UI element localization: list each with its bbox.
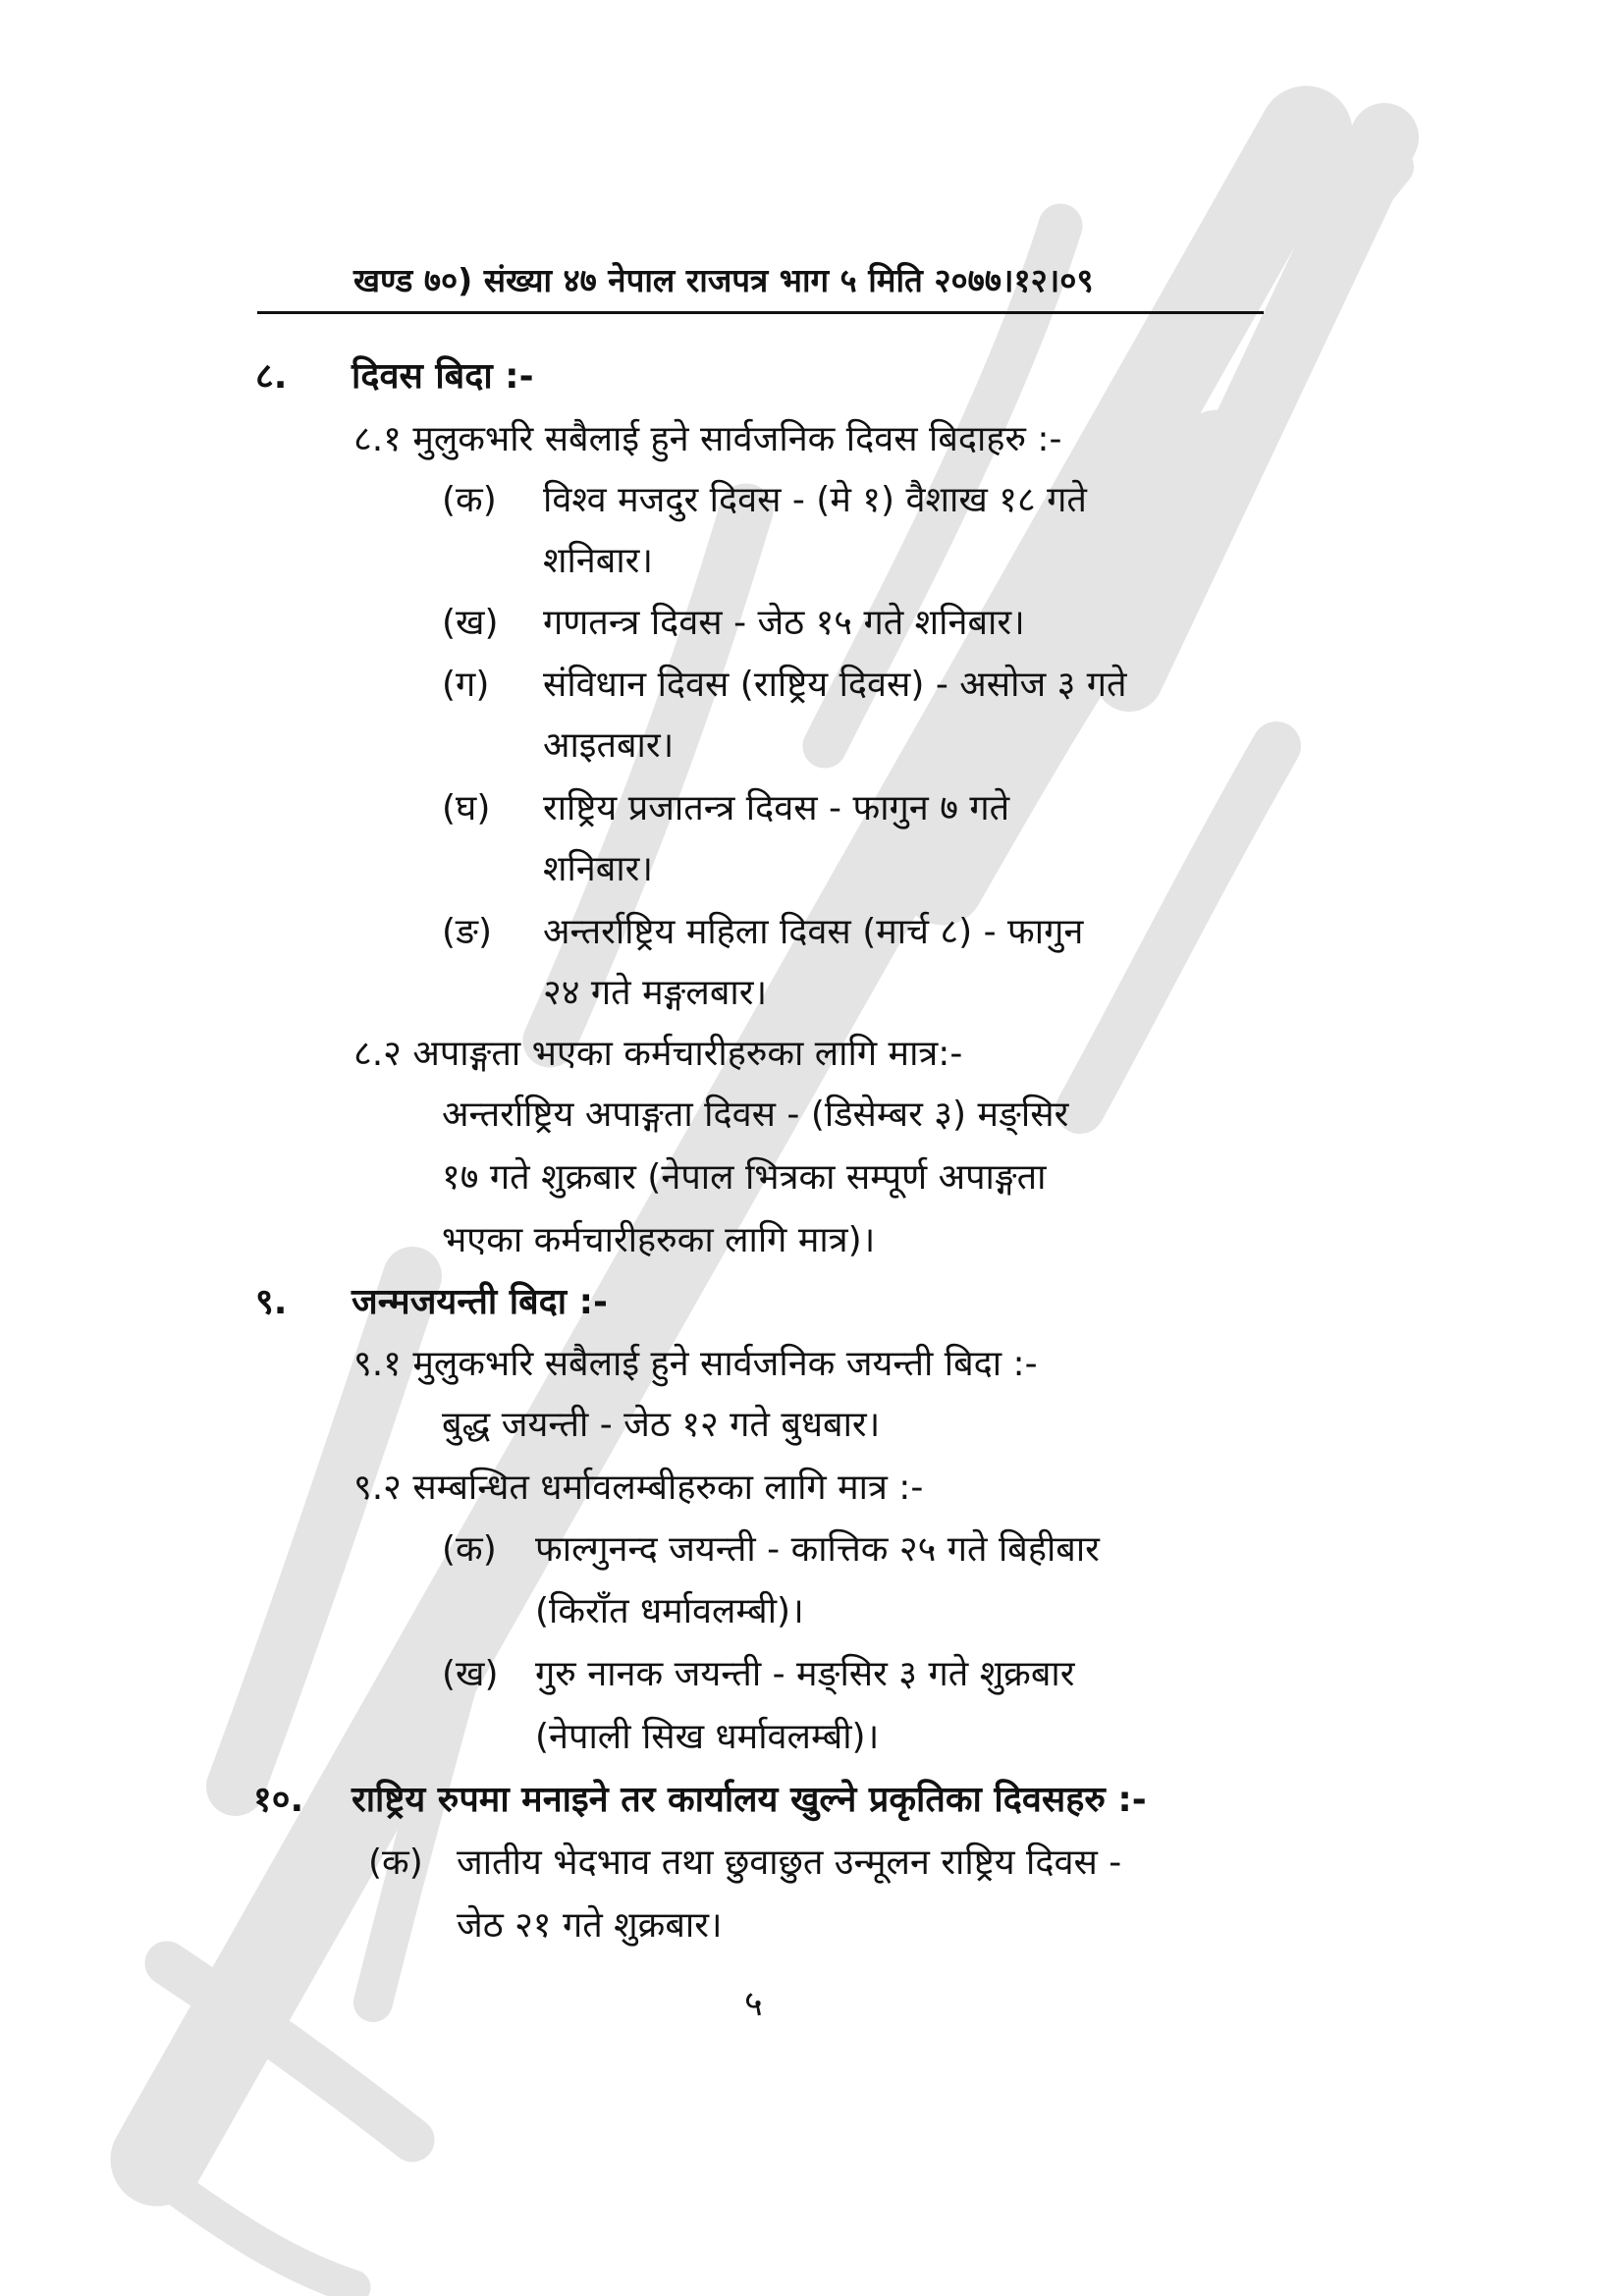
header-rule — [257, 311, 1264, 314]
item-label: (क) — [442, 1529, 497, 1570]
subsection-8-2: ८.२ अपाङ्गता भएका कर्मचारीहरुका लागि मात्र:- — [353, 1034, 963, 1074]
subsection-8-2-line1: अन्तर्राष्ट्रिय अपाङ्गता दिवस - (डिसेम्बर ३) मङ्सिर — [442, 1095, 1069, 1135]
item-8-1-ga-line2: आइतबार। — [543, 725, 675, 766]
item-10-ka-line1: जातीय भेदभाव तथा छुवाछुत उन्मूलन राष्ट्रिय दिवस - — [457, 1842, 1122, 1883]
item-9-2-ka-line2: (किराँत धर्मावलम्बी)। — [535, 1591, 804, 1631]
item-label: (क) — [368, 1842, 423, 1883]
item-label: (क) — [442, 480, 497, 520]
section-9-title: जन्मजयन्ती बिदा :- — [352, 1282, 608, 1322]
item-label: (ग) — [442, 665, 490, 705]
item-9-2-ka-line1: फाल्गुनन्द जयन्ती - कात्तिक २५ गते बिहीबार — [535, 1529, 1100, 1570]
section-9-number: ९. — [255, 1282, 288, 1322]
item-8-1-nga-line2: २४ गते मङ्गलबार। — [543, 973, 768, 1013]
item-label: (ख) — [442, 603, 499, 643]
section-10-number: १०. — [253, 1780, 304, 1820]
item-8-1-kha-line1: गणतन्त्र दिवस - जेठ १५ गते शनिबार। — [543, 603, 1025, 643]
subsection-9-1-line1: बुद्ध जयन्ती - जेठ १२ गते बुधबार। — [442, 1405, 881, 1445]
subsection-8-2-line2: १७ गते शुक्रबार (नेपाल भित्रका सम्पूर्ण अपाङ्गता — [442, 1157, 1047, 1198]
subsection-8-2-line3: भएका कर्मचारीहरुका लागि मात्र)। — [442, 1220, 876, 1260]
section-8-number: ८. — [255, 356, 288, 397]
page-header: खण्ड ७०) संख्या ४७ नेपाल राजपत्र भाग ५ मिति २०७७।१२।०९ — [353, 261, 1094, 299]
item-label: (घ) — [442, 788, 491, 828]
item-10-ka-line2: जेठ २१ गते शुक्रबार। — [457, 1905, 723, 1946]
subsection-9-2: ९.२ सम्बन्धित धर्मावलम्बीहरुका लागि मात्र :- — [353, 1468, 924, 1508]
item-8-1-gha-line1: राष्ट्रिय प्रजातन्त्र दिवस - फागुन ७ गते — [543, 788, 1010, 828]
item-8-1-nga-line1: अन्तर्राष्ट्रिय महिला दिवस (मार्च ८) - फागुन — [543, 912, 1084, 952]
item-9-2-kha-line2: (नेपाली सिख धर्मावलम्बी)। — [535, 1717, 880, 1757]
item-8-1-gha-line2: शनिबार। — [543, 849, 654, 889]
item-8-1-ga-line1: संविधान दिवस (राष्ट्रिय दिवस) - असोज ३ गते — [543, 665, 1127, 705]
section-8-title: दिवस बिदा :- — [352, 356, 534, 397]
item-9-2-kha-line1: गुरु नानक जयन्ती - मङ्सिर ३ गते शुक्रबार — [535, 1654, 1075, 1694]
subsection-9-1: ९.१ मुलुकभरि सबैलाई हुने सार्वजनिक जयन्ती बिदा :- — [353, 1344, 1038, 1384]
section-10-title: राष्ट्रिय रुपमा मनाइने तर कार्यालय खुल्ने प्रकृतिका दिवसहरु :- — [352, 1780, 1147, 1820]
page-number: ५ — [744, 1984, 763, 2024]
item-label: (ङ) — [442, 912, 493, 952]
subsection-8-1: ८.१ मुलुकभरि सबैलाई हुने सार्वजनिक दिवस बिदाहरु :- — [353, 419, 1062, 459]
item-label: (ख) — [442, 1654, 499, 1694]
item-8-1-ka-line2: शनिबार। — [543, 541, 654, 581]
item-8-1-ka-line1: विश्व मजदुर दिवस - (मे १) वैशाख १८ गते — [543, 480, 1087, 520]
